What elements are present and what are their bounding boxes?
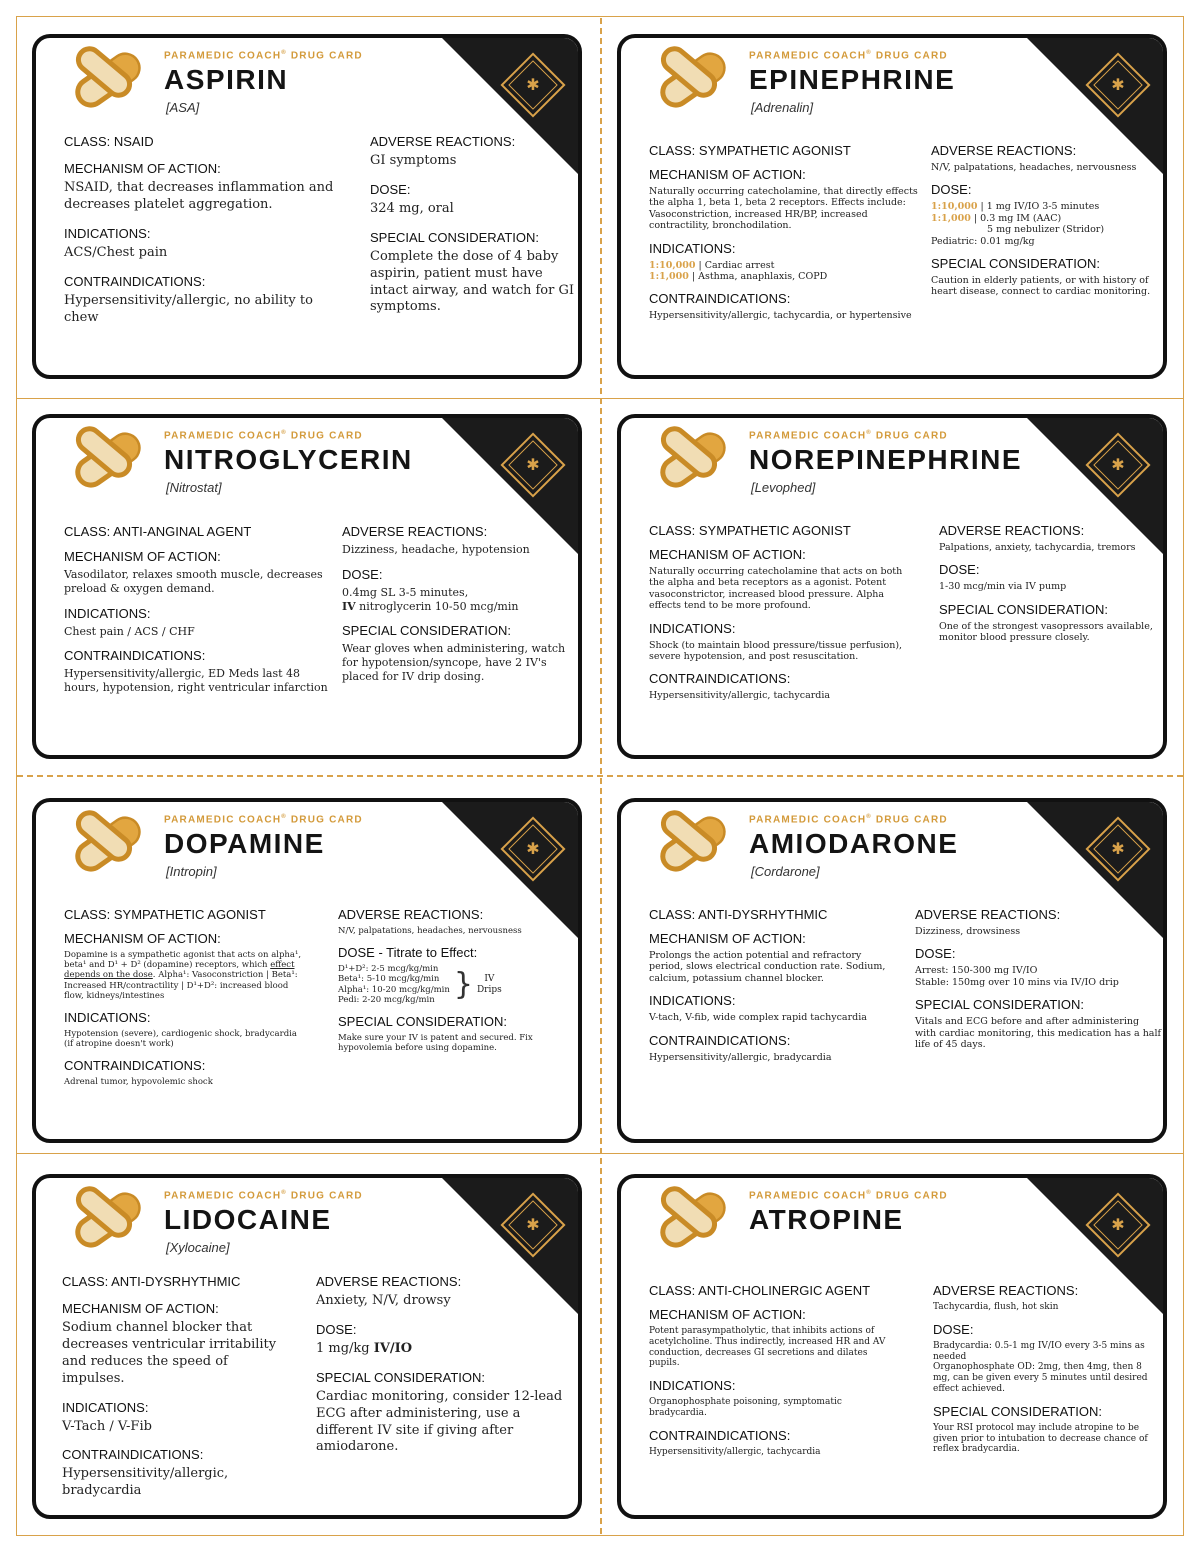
adverse-text: N/V, palpatations, headaches, nervousness: [338, 926, 522, 936]
contraindications-heading: CONTRAINDICATIONS:: [649, 1427, 791, 1443]
adverse-text: N/V, palpatations, headaches, nervousness: [931, 162, 1137, 173]
dose-line: D¹+D²: 2-5 mcg/kg/min: [338, 964, 439, 975]
mechanism-text: Prolongs the action potential and refractory period, slows electrical conduction rate. Sodium, calcium, potassium channel blocker.: [649, 950, 886, 984]
dose-text: 324 mg, oral: [370, 200, 454, 216]
svg-text:✱: ✱: [1111, 75, 1125, 94]
mechanism-part: . Alpha¹: Vasoconstriction | Beta¹: Increased HR/contractility | D¹+D²: increased blood flow, kidneys/intestines: [64, 970, 298, 1001]
dose-line: Alpha¹: 10-20 mcg/kg/min: [338, 984, 450, 995]
indications-text: Shock (to maintain blood pressure/tissue perfusion), severe hypotension, and post resuscitation.: [649, 639, 903, 662]
dose-text: [338, 964, 574, 1005]
indications-heading: INDICATIONS:: [649, 240, 736, 256]
drug-name: LIDOCAINE: [164, 1204, 332, 1235]
special-heading: SPECIAL CONSIDERATION:: [939, 601, 1109, 617]
special-text: Complete the dose of 4 baby aspirin, patient must have intact airway, and watch for GI symptoms.: [370, 248, 574, 315]
svg-text:✱: ✱: [526, 75, 540, 94]
adverse-text: GI symptoms: [370, 153, 457, 168]
special-text: Wear gloves when administering, watch for hypotension/syncope, have 2 IV's placed for IV drip dosing.: [342, 642, 566, 683]
drug-name: NOREPINEPHRINE: [749, 444, 1023, 475]
drug-alias: [Cordarone]: [751, 864, 820, 879]
contraindications-heading: CONTRAINDICATIONS:: [649, 1032, 791, 1048]
dose-heading: DOSE - Titrate to Effect:: [338, 945, 478, 961]
brand-label: PARAMEDIC COACH® DRUG CARD: [749, 1190, 948, 1202]
contraindications-text: Hypersensitivity/allergic, bradycardia: [649, 1051, 832, 1063]
mechanism-text: [64, 950, 308, 1001]
mechanism-part: Dopamine is a sympathetic agonist that acts on alpha¹, beta¹ and D¹ + D² (dopamine) receptors, which: [64, 950, 302, 971]
adverse-heading: ADVERSE REACTIONS:: [316, 1274, 462, 1289]
drug-class: CLASS: NSAID: [64, 134, 154, 149]
indications-heading: INDICATIONS:: [649, 993, 736, 1009]
dose-text: [342, 586, 574, 614]
drug-class: CLASS: SYMPATHETIC AGONIST: [649, 143, 851, 158]
drug-card-atropine: [601, 1156, 1185, 1540]
indications-heading: INDICATIONS:: [64, 605, 151, 621]
special-heading: SPECIAL CONSIDERATION:: [338, 1013, 508, 1029]
right-column: [338, 898, 574, 1053]
right-column: [933, 1274, 1161, 1455]
svg-text:✱: ✱: [1111, 839, 1125, 858]
special-text: One of the strongest vasopressors available, monitor blood pressure closely.: [939, 620, 1153, 644]
dose-heading: DOSE:: [939, 562, 980, 578]
left-column: [64, 898, 308, 1088]
dose-line: | 0.3 mg IM (AAC): [973, 212, 1062, 224]
special-heading: SPECIAL CONSIDERATION:: [931, 255, 1101, 271]
pill-logo-icon: [60, 42, 156, 118]
indications-text: V-tach, V-fib, wide complex rapid tachycardia: [649, 1012, 867, 1024]
contraindications-heading: CONTRAINDICATIONS:: [64, 648, 206, 664]
mechanism-heading: MECHANISM OF ACTION:: [649, 547, 806, 562]
drug-card-amiodarone: [601, 780, 1185, 1164]
svg-text:✱: ✱: [526, 455, 540, 474]
adverse-text: Tachycardia, flush, hot skin: [933, 1302, 1059, 1312]
mechanism-heading: MECHANISM OF ACTION:: [64, 549, 221, 564]
adverse-heading: ADVERSE REACTIONS:: [931, 143, 1077, 158]
ratio-label: 1:10,000: [931, 201, 978, 213]
mechanism-heading: MECHANISM OF ACTION:: [649, 1307, 806, 1322]
mechanism-text: Naturally occurring catecholamine that acts on both the alpha and beta receptors as a agonist. Potent vasoconstrictor, increased blood pressure. Alpha effects tend to be more profound.: [649, 566, 903, 612]
dose-text: [915, 965, 1163, 988]
indications-text: ACS/Chest pain: [64, 244, 168, 260]
indications-heading: INDICATIONS:: [64, 225, 151, 241]
special-text: Cardiac monitoring, consider 12-lead ECG after administering, use a different IV site if giving after amiodarone.: [316, 1388, 563, 1455]
left-column: [649, 898, 889, 1063]
left-column: [649, 1274, 899, 1458]
dose-line: nitroglycerin 10-50 mcg/min: [355, 599, 519, 613]
drug-alias: [Nitrostat]: [166, 480, 222, 495]
indication-line: | Cardiac arrest: [698, 259, 775, 271]
pill-logo-icon: [60, 422, 156, 498]
card-body: [32, 414, 582, 759]
ratio-label: 1:1,000: [931, 212, 971, 224]
right-column: [939, 514, 1161, 644]
special-heading: SPECIAL CONSIDERATION:: [933, 1403, 1103, 1419]
brand-label: PARAMEDIC COACH® DRUG CARD: [164, 1190, 363, 1202]
drug-card-nitroglycerin: [16, 396, 600, 780]
drug-name: DOPAMINE: [164, 828, 325, 859]
pill-logo-icon: [60, 1182, 156, 1258]
pill-logo-icon: [645, 42, 741, 118]
paramedic-badge-icon: [1079, 426, 1157, 504]
drips-note: [477, 974, 502, 996]
paramedic-badge-icon: [1079, 1186, 1157, 1264]
special-text: Make sure your IV is patent and secured. Fix hypovolemia before using dopamine.: [338, 1032, 533, 1054]
dose-text: [931, 201, 1163, 247]
drug-alias: [Intropin]: [166, 864, 217, 879]
drug-card-aspirin: [16, 16, 600, 400]
ratio-label: 1:1,000: [649, 270, 689, 282]
left-column: [64, 514, 334, 695]
adverse-heading: ADVERSE REACTIONS:: [370, 134, 516, 149]
adverse-heading: ADVERSE REACTIONS:: [338, 907, 484, 922]
right-column: [931, 134, 1163, 298]
contraindications-text: Hypersensitivity/allergic, no ability to chew: [64, 292, 313, 325]
mechanism-text: NSAID, that decreases inflammation and decreases platelet aggregation.: [64, 180, 334, 212]
contraindications-text: Hypersensitivity/allergic, bradycardia: [62, 1466, 229, 1499]
drug-name: EPINEPHRINE: [749, 64, 956, 95]
indications-text: Hypotension (severe), cardiogenic shock, bradycardia (if atropine doesn't work): [64, 1028, 297, 1050]
dose-line: Arrest: 150-300 mg IV/IO: [915, 965, 1038, 977]
drug-card-epinephrine: [601, 16, 1185, 400]
drug-class: CLASS: ANTI-DYSRHYTHMIC: [62, 1274, 241, 1289]
adverse-heading: ADVERSE REACTIONS:: [915, 907, 1061, 922]
adverse-heading: ADVERSE REACTIONS:: [933, 1283, 1079, 1298]
drug-alias: [Levophed]: [751, 480, 816, 495]
drug-name: ASPIRIN: [164, 64, 289, 95]
drug-class: CLASS: SYMPATHETIC AGONIST: [649, 523, 851, 538]
svg-text:✱: ✱: [1111, 1215, 1125, 1234]
dose-heading: DOSE:: [316, 1321, 357, 1337]
contraindications-text: Hypersensitivity/allergic, tachycardia, or hypertensive: [649, 310, 912, 322]
paramedic-badge-icon: [494, 810, 572, 888]
card-body: [617, 414, 1167, 759]
contraindications-heading: CONTRAINDICATIONS:: [649, 671, 791, 687]
special-heading: SPECIAL CONSIDERATION:: [342, 623, 512, 639]
dose-line: | 1 mg IV/IO 3-5 minutes: [980, 201, 1100, 213]
dose-text: 1-30 mcg/min via IV pump: [939, 581, 1067, 593]
brand-label: PARAMEDIC COACH® DRUG CARD: [749, 50, 948, 62]
drips-note-line: IV: [484, 973, 495, 984]
adverse-text: Dizziness, headache, hypotension: [342, 543, 530, 556]
left-column: [649, 134, 919, 322]
mechanism-heading: MECHANISM OF ACTION:: [649, 167, 806, 182]
adverse-text: Dizziness, drowsiness: [915, 926, 1021, 937]
right-column: [342, 514, 574, 684]
mechanism-heading: MECHANISM OF ACTION:: [64, 161, 221, 176]
mechanism-heading: MECHANISM OF ACTION:: [649, 931, 806, 946]
dose-text: [316, 1341, 566, 1358]
right-column: [316, 1274, 566, 1456]
drug-class: CLASS: SYMPATHETIC AGONIST: [64, 907, 266, 922]
brand-label: PARAMEDIC COACH® DRUG CARD: [164, 430, 363, 442]
contraindications-text: Hypersensitivity/allergic, ED Meds last 48 hours, hypotension, right ventricular infarction: [64, 667, 328, 694]
pill-logo-icon: [645, 806, 741, 882]
card-body: [32, 1174, 582, 1519]
indication-line: | Asthma, anaphlaxis, COPD: [691, 270, 828, 282]
drug-alias: [ASA]: [166, 100, 200, 115]
contraindications-heading: CONTRAINDICATIONS:: [64, 273, 206, 289]
mechanism-emphasis: effect depends on the dose: [64, 960, 295, 981]
indications-text: Chest pain / ACS / CHF: [64, 624, 195, 638]
mechanism-heading: MECHANISM OF ACTION:: [62, 1301, 219, 1316]
drug-card-lidocaine: [16, 1156, 600, 1540]
adverse-heading: ADVERSE REACTIONS:: [342, 524, 488, 539]
drug-class: CLASS: ANTI-ANGINAL AGENT: [64, 524, 252, 539]
mechanism-text: Naturally occurring catecholamine, that directly effects the alpha 1, beta 1, beta 2 receptors. Effects include: Vasoconstriction, increased HR/BP, increased contractility, bronchodilation.: [649, 186, 918, 232]
special-text: Caution in elderly patients, or with history of heart disease, connect to cardiac monitoring.: [931, 274, 1151, 298]
drips-note-line: Drips: [476, 984, 502, 995]
indications-heading: INDICATIONS:: [62, 1399, 149, 1415]
paramedic-badge-icon: [494, 1186, 572, 1264]
dose-list: [338, 964, 450, 1005]
indications-text: V-Tach / V-Fib: [62, 1418, 152, 1434]
contraindications-text: Hypersensitivity/allergic, tachycardia: [649, 690, 831, 702]
dose-route: IV/IO: [373, 1340, 413, 1356]
contraindications-heading: CONTRAINDICATIONS:: [62, 1447, 204, 1463]
drug-alias: [Adrenalin]: [751, 100, 814, 115]
special-text: Vitals and ECG before and after administering with cardiac monitoring, this medication has a half life of 45 days.: [915, 1016, 1162, 1050]
card-body: [617, 1174, 1167, 1519]
drug-name: NITROGLYCERIN: [164, 444, 413, 475]
dose-heading: DOSE:: [915, 946, 956, 962]
adverse-text: Palpations, anxiety, tachycardia, tremors: [939, 542, 1136, 553]
paramedic-badge-icon: [494, 426, 572, 504]
drug-card-norepinephrine: [601, 396, 1185, 780]
drug-card-dopamine: [16, 780, 600, 1164]
left-column: [62, 1274, 286, 1500]
indications-text: [649, 260, 919, 283]
pill-logo-icon: [60, 806, 156, 882]
card-body: [617, 34, 1167, 379]
brand-label: PARAMEDIC COACH® DRUG CARD: [164, 814, 363, 826]
dose-line: Pediatric: 0.01 mg/kg: [931, 235, 1035, 247]
drug-name: AMIODARONE: [749, 828, 959, 859]
indications-heading: INDICATIONS:: [649, 1378, 736, 1394]
dose-heading: DOSE:: [342, 566, 383, 582]
left-column: [64, 134, 334, 326]
svg-text:✱: ✱: [526, 839, 540, 858]
drug-class: CLASS: ANTI-CHOLINERGIC AGENT: [649, 1283, 871, 1298]
indications-heading: INDICATIONS:: [649, 620, 736, 636]
card-body: [32, 34, 582, 379]
dose-heading: DOSE:: [933, 1321, 974, 1337]
indications-heading: INDICATIONS:: [64, 1009, 151, 1025]
dose-line: Pedi: 2-20 mcg/kg/min: [338, 994, 435, 1005]
contraindications-text: Adrenal tumor, hypovolemic shock: [64, 1077, 213, 1088]
dose-line: 0.4mg SL 3-5 minutes,: [342, 585, 469, 599]
dose-amount: 1 mg/kg: [316, 1340, 374, 1356]
card-body: [32, 798, 582, 1143]
drug-name: ATROPINE: [749, 1204, 904, 1235]
contraindications-heading: CONTRAINDICATIONS:: [64, 1058, 206, 1074]
brand-label: PARAMEDIC COACH® DRUG CARD: [164, 50, 363, 62]
brand-label: PARAMEDIC COACH® DRUG CARD: [749, 814, 948, 826]
pill-logo-icon: [645, 1182, 741, 1258]
paramedic-badge-icon: [1079, 810, 1157, 888]
card-body: [617, 798, 1167, 1143]
svg-text:✱: ✱: [1111, 455, 1125, 474]
contraindications-text: Hypersensitivity/allergic, tachycardia: [649, 1446, 821, 1457]
contraindications-heading: CONTRAINDICATIONS:: [649, 291, 791, 307]
mechanism-text: Potent parasympatholytic, that inhibits actions of acetylcholine. Thus indirectly, increased HR and AV conduction, decreases GI secretions and dilates pupils.: [649, 1326, 886, 1369]
special-heading: SPECIAL CONSIDERATION:: [316, 1369, 486, 1385]
mechanism-text: Sodium channel blocker that decreases ventricular irritability and reduces the speed of impulses.: [62, 1320, 277, 1386]
brand-label: PARAMEDIC COACH® DRUG CARD: [749, 430, 948, 442]
special-text: Your RSI protocol may include atropine to be given prior to intubation to decrease chance of reflex bradycardia.: [933, 1422, 1148, 1455]
brace-icon: }: [453, 966, 473, 1002]
dose-text: [933, 1341, 1161, 1395]
mechanism-heading: MECHANISM OF ACTION:: [64, 931, 221, 946]
dose-line: Beta¹: 5-10 mcg/kg/min: [338, 974, 440, 985]
dose-line: Stable: 150mg over 10 mins via IV/IO drip: [915, 976, 1119, 988]
drug-class: CLASS: ANTI-DYSRHYTHMIC: [649, 907, 828, 922]
special-heading: SPECIAL CONSIDERATION:: [915, 997, 1085, 1013]
right-column: [915, 898, 1163, 1050]
dose-line: Bradycardia: 0.5-1 mg IV/IO every 3-5 mins as needed: [933, 1340, 1145, 1362]
drug-alias: [Xylocaine]: [166, 1240, 230, 1255]
pill-logo-icon: [645, 422, 741, 498]
adverse-heading: ADVERSE REACTIONS:: [939, 523, 1085, 538]
dose-heading: DOSE:: [370, 181, 411, 197]
ratio-label: 1:10,000: [649, 259, 696, 271]
indications-text: Organophosphate poisoning, symptomatic bradycardia.: [649, 1397, 842, 1418]
dose-route: IV: [342, 599, 356, 613]
paramedic-badge-icon: [494, 46, 572, 124]
special-heading: SPECIAL CONSIDERATION:: [370, 229, 540, 245]
dose-line: 5 mg nebulizer (Stridor): [987, 224, 1105, 236]
dose-heading: DOSE:: [931, 182, 972, 198]
adverse-text: Anxiety, N/V, drowsy: [316, 1293, 451, 1308]
right-column: [370, 134, 580, 316]
left-column: [649, 514, 919, 702]
svg-text:✱: ✱: [526, 1215, 540, 1234]
mechanism-text: Vasodilator, relaxes smooth muscle, decreases preload & oxygen demand.: [64, 568, 323, 595]
dose-line: Organophosphate OD: 2mg, then 4mg, then 8 mg, can be given every 5 minutes until desired effect achieved.: [933, 1362, 1148, 1394]
paramedic-badge-icon: [1079, 46, 1157, 124]
